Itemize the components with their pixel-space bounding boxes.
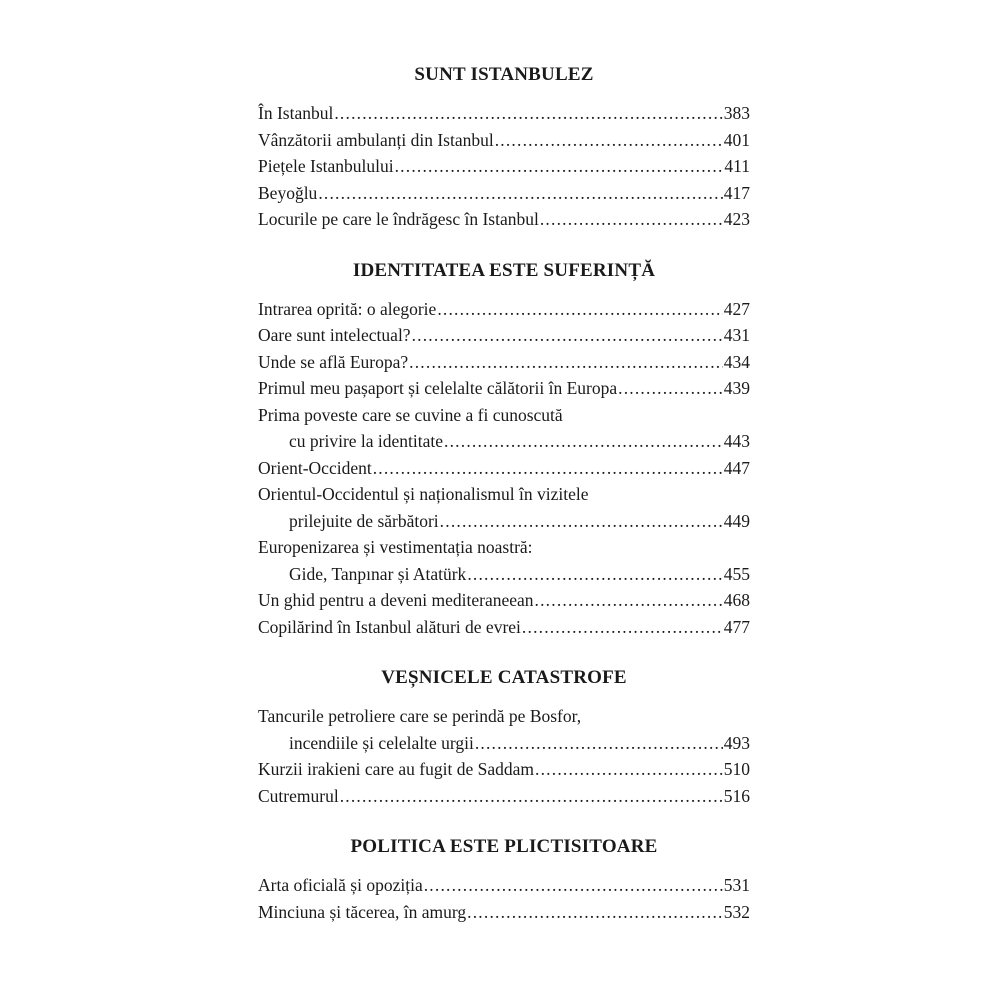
entry-title: Minciuna și tăcerea, în amurg	[258, 901, 467, 922]
toc-entries	[258, 872, 750, 925]
dot-leader	[318, 180, 722, 207]
entry-title: Piețele Istanbulului	[258, 156, 394, 176]
entry-title: Prima poveste care se cuvine a fi cunoscută	[258, 404, 563, 425]
toc-entry[interactable]	[258, 783, 750, 810]
toc-entry[interactable]	[258, 100, 750, 127]
entry-title-line	[258, 127, 750, 154]
entry-title: Orient-Occident	[258, 457, 372, 478]
page-number: 434	[723, 351, 750, 372]
section-title: IDENTITATEA ESTE SUFERINȚĂ	[352, 259, 656, 281]
entry-title: Vânzătorii ambulanți din Istanbul	[258, 129, 494, 150]
toc-entry[interactable]	[258, 375, 750, 402]
toc-section	[258, 665, 750, 809]
toc-entry[interactable]	[258, 703, 750, 756]
page-number: 477	[723, 616, 750, 637]
entry-title-line	[258, 180, 750, 207]
entry-title: Arta oficială și opoziția	[258, 875, 423, 895]
dot-leader	[395, 153, 724, 180]
page-number: 443	[723, 431, 750, 451]
dot-leader	[467, 561, 722, 588]
entry-title-line	[258, 455, 750, 482]
entry-title: Gide, Tanpınar și Atatürk	[289, 563, 467, 584]
dot-leader	[412, 322, 723, 349]
toc-entry[interactable]	[258, 402, 750, 455]
entry-title: În Istanbul	[258, 103, 334, 123]
toc-entries	[258, 703, 750, 809]
dot-leader	[495, 127, 723, 154]
entry-title-line	[258, 703, 750, 730]
entry-title: Europenizarea și vestimentația noastră:	[258, 537, 533, 557]
entry-title: Copilărind în Istanbul alături de evrei	[258, 616, 521, 637]
section-title: VEȘNICELE CATASTROFE	[381, 667, 627, 688]
entry-title: Unde se află Europa?	[258, 351, 409, 372]
dot-leader	[444, 428, 723, 455]
entry-title-line	[258, 206, 750, 233]
entry-title: Un ghid pentru a deveni mediteraneean	[258, 590, 534, 610]
entry-title-line	[258, 872, 750, 899]
entry-title: incendiile și celelalte urgii	[289, 732, 474, 753]
page-number: 383	[723, 103, 750, 123]
entry-title-continuation	[258, 428, 750, 455]
toc-section	[258, 62, 750, 233]
entry-title-line	[258, 100, 750, 127]
dot-leader	[535, 756, 723, 783]
toc-entry[interactable]	[258, 872, 750, 899]
entry-title-continuation	[258, 508, 750, 535]
dot-leader	[409, 349, 723, 376]
page-number: 439	[723, 378, 750, 398]
entry-title: Orientul-Occidentul și naționalismul în vizitele	[258, 484, 589, 504]
toc-entry[interactable]	[258, 322, 750, 349]
toc-entry[interactable]	[258, 127, 750, 154]
page-number: 455	[723, 563, 750, 584]
table-of-contents	[258, 62, 750, 950]
page-number: 427	[723, 298, 750, 319]
entry-title-line	[258, 349, 750, 376]
dot-leader	[535, 587, 723, 614]
toc-entry[interactable]	[258, 756, 750, 783]
entry-title: cu privire la identitate	[289, 431, 444, 451]
page-number: 431	[723, 325, 750, 345]
toc-entry[interactable]	[258, 206, 750, 233]
dot-leader	[440, 508, 723, 535]
entry-title-line	[258, 402, 750, 429]
entry-title: Primul meu pașaport și celelalte călătorii în Europa	[258, 378, 618, 398]
page-number: 468	[723, 590, 750, 610]
toc-entry[interactable]	[258, 455, 750, 482]
page-number: 423	[723, 209, 750, 229]
toc-section	[258, 258, 750, 641]
entry-title-line	[258, 783, 750, 810]
page-number: 493	[723, 732, 750, 753]
entry-title-continuation	[258, 730, 750, 757]
dot-leader	[618, 375, 723, 402]
entry-title-line	[258, 153, 750, 180]
dot-leader	[475, 730, 723, 757]
toc-section	[258, 834, 750, 925]
entry-title-line	[258, 375, 750, 402]
dot-leader	[467, 899, 723, 926]
entry-title: Beyoğlu	[258, 182, 318, 203]
entry-title-line	[258, 534, 750, 561]
dot-leader	[437, 296, 722, 323]
page-number: 447	[723, 457, 750, 478]
dot-leader	[424, 872, 723, 899]
entry-title-line	[258, 899, 750, 926]
entry-title-line	[258, 756, 750, 783]
toc-entry[interactable]	[258, 296, 750, 323]
section-title: SUNT ISTANBULEZ	[414, 64, 594, 85]
entry-title-line	[258, 587, 750, 614]
page-number: 417	[723, 182, 750, 203]
dot-leader	[340, 783, 723, 810]
entry-title-line	[258, 614, 750, 641]
entry-title-continuation	[258, 561, 750, 588]
section-title: POLITICA ESTE PLICTISITOARE	[350, 836, 658, 857]
entry-title: Tancurile petroliere care se perindă pe Bosfor,	[258, 706, 582, 726]
page-number: 510	[723, 759, 750, 779]
page-number: 532	[723, 901, 750, 922]
toc-entry[interactable]	[258, 349, 750, 376]
toc-entry[interactable]	[258, 153, 750, 180]
entry-title: Intrarea oprită: o alegorie	[258, 298, 437, 319]
toc-entries	[258, 100, 750, 233]
toc-entry[interactable]	[258, 899, 750, 926]
entry-title: Locurile pe care le îndrăgesc în Istanbul	[258, 209, 539, 229]
page-number: 516	[723, 785, 750, 806]
toc-entry[interactable]	[258, 614, 750, 641]
toc-entry[interactable]	[258, 587, 750, 614]
dot-leader	[540, 206, 723, 233]
entry-title-line	[258, 322, 750, 349]
dot-leader	[334, 100, 722, 127]
entry-title-line	[258, 296, 750, 323]
entry-title: Cutremurul	[258, 785, 339, 806]
entry-title: prilejuite de sărbători	[289, 510, 439, 531]
page-number: 531	[723, 875, 750, 895]
toc-entry[interactable]	[258, 481, 750, 534]
page-number: 411	[724, 156, 750, 176]
dot-leader	[373, 455, 723, 482]
entry-title-line	[258, 481, 750, 508]
toc-entry[interactable]	[258, 180, 750, 207]
entry-title: Oare sunt intelectual?	[258, 325, 411, 345]
page-number: 449	[723, 510, 750, 531]
toc-entries	[258, 296, 750, 641]
entry-title: Kurzii irakieni care au fugit de Saddam	[258, 759, 535, 779]
dot-leader	[522, 614, 723, 641]
toc-entry[interactable]	[258, 534, 750, 587]
page-number: 401	[723, 129, 750, 150]
